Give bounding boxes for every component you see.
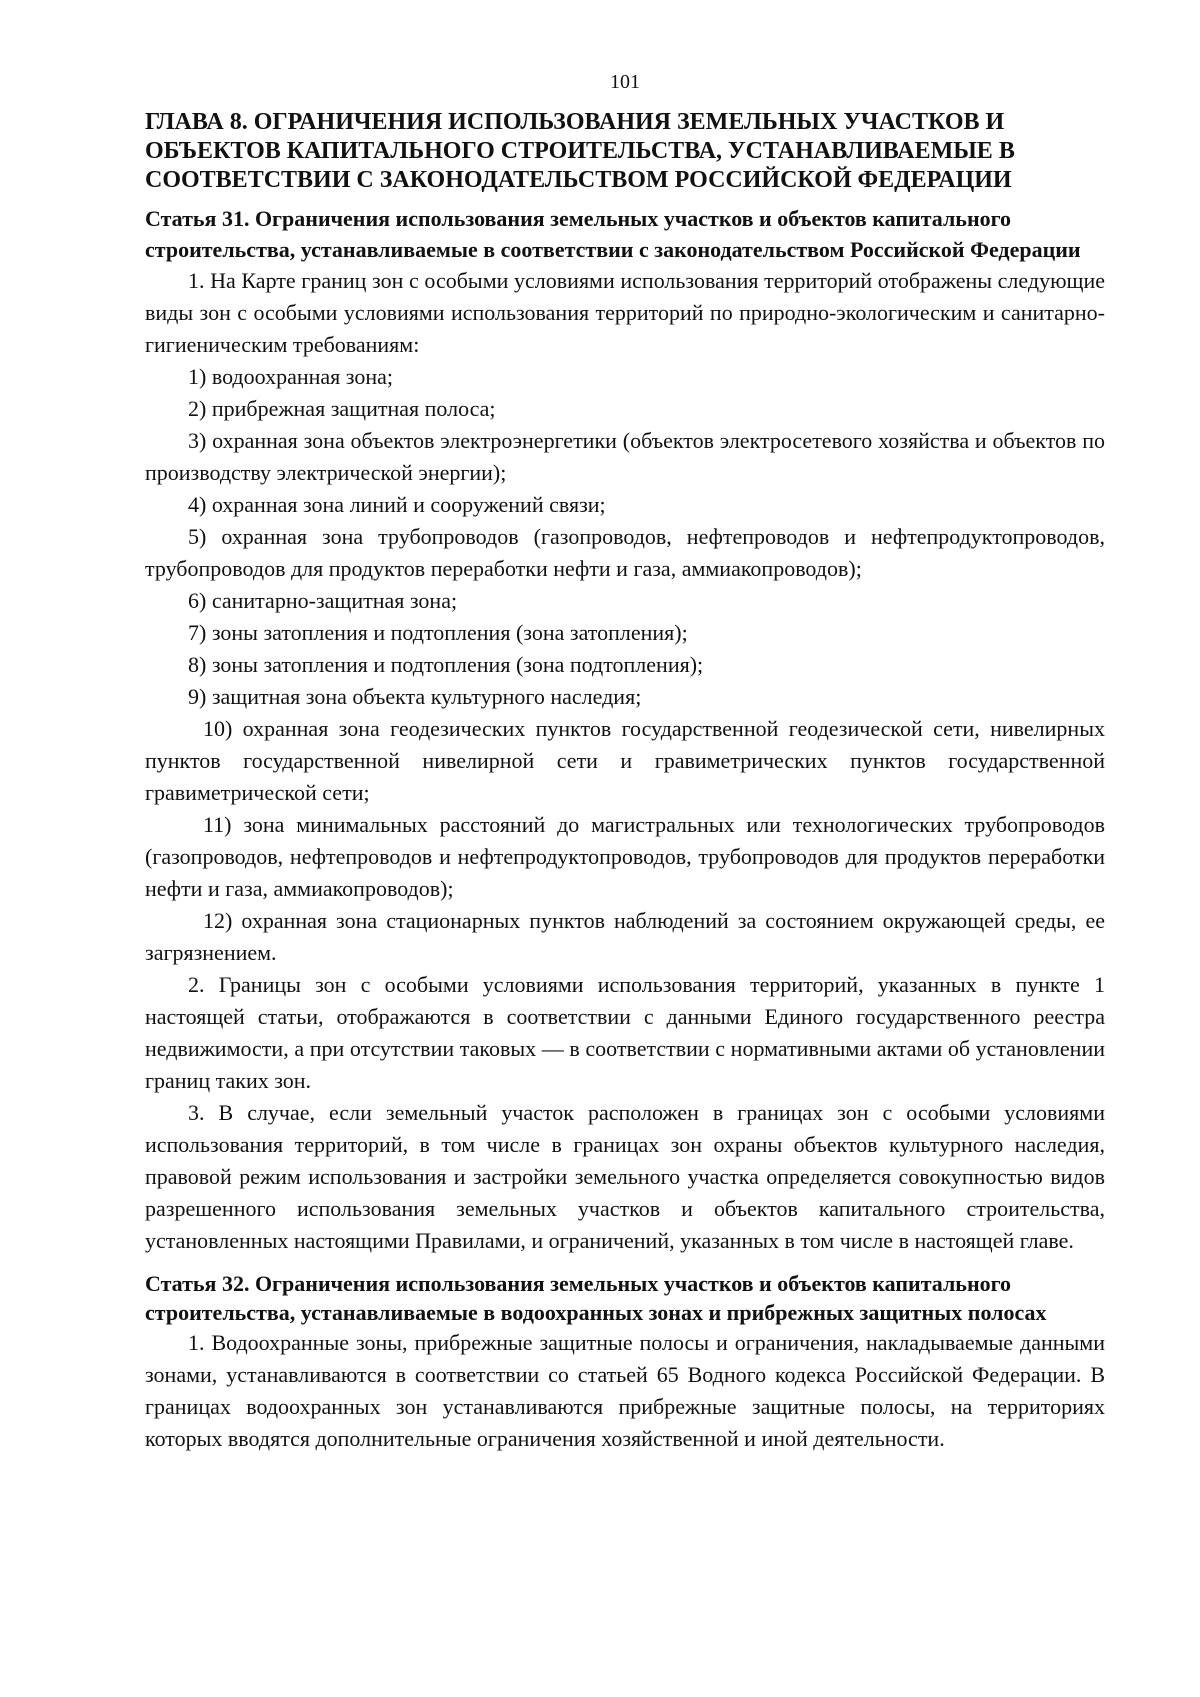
list-item: 4) охранная зона линий и сооружений связи;: [188, 492, 606, 517]
list-item: 6) санитарно-защитная зона;: [188, 588, 458, 613]
article-31-paragraph-2: 2. Границы зон с особыми условиями использования территорий, указанных в пункте 1 настоящей статьи, отображаются в соответствии с данными Единого государственного реестра недвижимости, а при отсутствии таковых — в соответствии с нормативными актами об установлении границ таких зон.: [145, 972, 1105, 1093]
list-item: 3) охранная зона объектов электроэнергетики (объектов электросетевого хозяйства и объектов по производству электрической энергии);: [145, 428, 1105, 485]
list-item: 7) зоны затопления и подтопления (зона затопления);: [188, 620, 688, 645]
list-item: 2) прибрежная защитная полоса;: [188, 396, 496, 421]
chapter-title: ГЛАВА 8. ОГРАНИЧЕНИЯ ИСПОЛЬЗОВАНИЯ ЗЕМЕЛЬНЫХ УЧАСТКОВ И ОБЪЕКТОВ КАПИТАЛЬНОГО СТРОИТЕЛЬСТВА, УСТАНАВЛИВАЕМЫЕ В СООТВЕТСТВИИ С ЗАКОНОДАТЕЛЬСТВОМ РОССИЙСКОЙ ФЕДЕРАЦИИ: [145, 109, 1015, 193]
article-31-paragraph-1: 1. На Карте границ зон с особыми условиями использования территорий отображены следующие виды зон с особыми условиями использования территорий по природно-экологическим и санитарно-гигиеническим требованиям:: [145, 268, 1105, 357]
article-31-title: Статья 31. Ограничения использования земельных участков и объектов капитального строительства, устанавливаемые в соответствии с законодательством Российской Федерации: [145, 206, 1081, 262]
article-32-paragraph-1: 1. Водоохранные зоны, прибрежные защитные полосы и ограничения, накладываемые данными зонами, устанавливаются в соответствии со статьей 65 Водного кодекса Российской Федерации. В границах водоохранных зон устанавливаются прибрежные защитные полосы, на территориях которых вводятся дополнительные ограничения хозяйственной и иной деятельности.: [145, 1330, 1105, 1451]
list-item: 10) охранная зона геодезических пунктов государственной геодезической сети, нивелирных пунктов государственной нивелирной сети и гравиметрических пунктов государственной гравиметрической сети;: [145, 716, 1105, 805]
list-item: 8) зоны затопления и подтопления (зона подтопления);: [188, 652, 704, 677]
list-item: 1) водоохранная зона;: [188, 364, 393, 389]
list-item: 12) охранная зона стационарных пунктов наблюдений за состоянием окружающей среды, ее загрязнением.: [145, 908, 1105, 965]
article-32-title: Статья 32. Ограничения использования земельных участков и объектов капитального строительства, устанавливаемые в водоохранных зонах и прибрежных защитных полосах: [145, 1271, 1047, 1325]
list-item: 11) зона минимальных расстояний до магистральных или технологических трубопроводов (газопроводов, нефтепроводов и нефтепродуктопроводов, трубопроводов для продуктов переработки нефти и газа, аммиакопроводов);: [145, 812, 1105, 901]
list-item: 9) защитная зона объекта культурного наследия;: [188, 684, 642, 709]
page-number: 101: [610, 71, 640, 93]
article-31-paragraph-3: 3. В случае, если земельный участок расположен в границах зон с особыми условиями использования территорий, в том числе в границах зон охраны объектов культурного наследия, правовой режим использования и застройки земельного участка определяется совокупностью видов разрешенного использования земельных участков и объектов капитального строительства, установленных настоящими Правилами, и ограничений, указанных в том числе в настоящей главе.: [145, 1100, 1105, 1253]
list-item: 5) охранная зона трубопроводов (газопроводов, нефтепроводов и нефтепродуктопроводов, трубопроводов для продуктов переработки нефти и газа, аммиакопроводов);: [145, 524, 1105, 581]
